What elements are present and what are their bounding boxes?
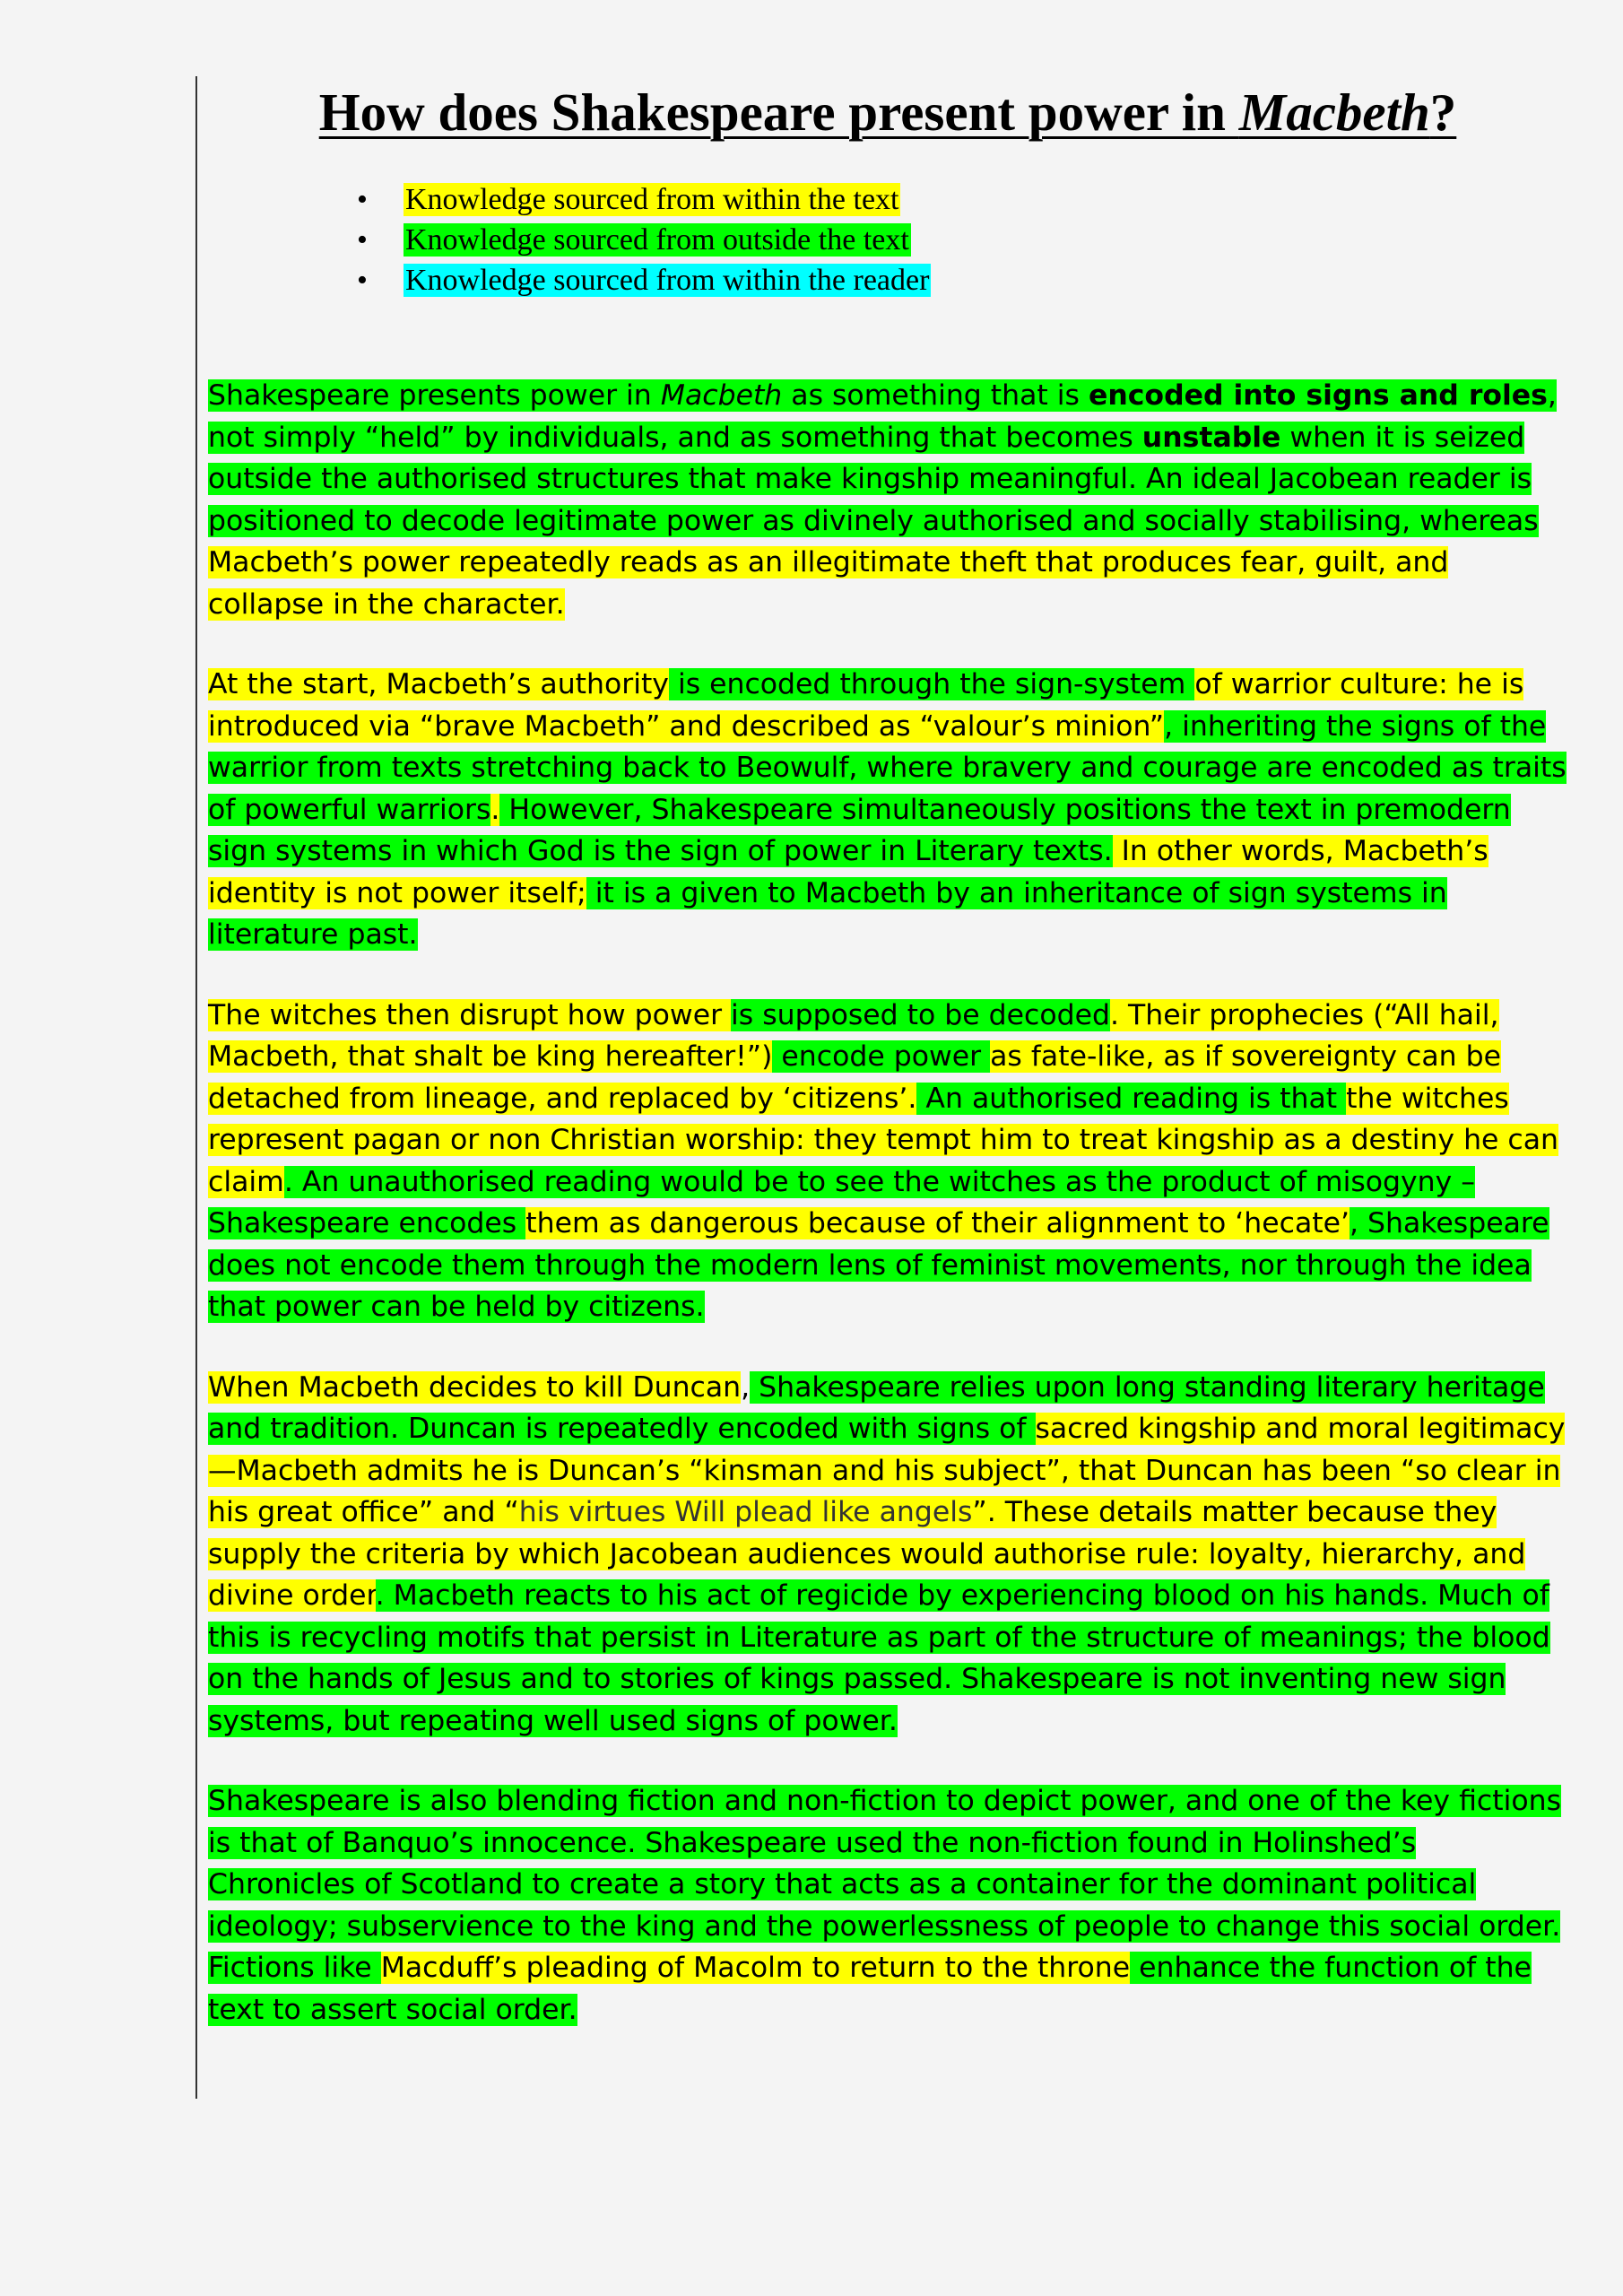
paragraph-4: When Macbeth decides to kill Duncan, Shakespeare relies upon long standing literary heritage and tradition. Duncan is repeatedly encoded with signs of sacred kingship and moral legitimacy—Macbeth admits he is Duncan’s “kinsman and his subject”, that Duncan has been “so clear in his great office” and “his virtues Will plead like angels”. These details matter because they supply the criteria by which Jacobean audiences would authorise rule: loyalty, hierarchy, and divine order. Macbeth reacts to his act of regicide by experiencing blood on his hands. Much of this is recycling motifs that persist in Literature as part of the structure of meanings; the blood on the hands of Jesus and to stories of kings passed. Shakespeare is not inventing new sign systems, but repeating well used signs of power. [208,1370,1566,1737]
bullet-icon: • [357,223,368,257]
legend-item: • Knowledge sourced from within the reader [350,260,931,300]
bullet-icon: • [357,264,368,297]
paragraph-3: The witches then disrupt how power is supposed to be decoded. Their prophecies (“All hail, Macbeth, that shalt be king hereafter!”) encode power as fate-like, as if sovereignty can be detached from lineage, and replaced by ‘citizens’. An authorised reading is that the witches represent pagan or non Christian worship: they tempt him to treat kingship as a destiny he can claim. An unauthorised reading would be to see the witches as the product of misogyny – Shakespeare encodes them as dangerous because of their alignment to ‘hecate’, Shakespeare does not encode them through the modern lens of feminist movements, nor through the idea that power can be held by citizens. [208,998,1559,1323]
paragraph-2: At the start, Macbeth’s authority is encoded through the sign-system of warrior culture: he is introduced via “brave Macbeth” and described as “valour’s minion”, inheriting the signs of the warrior from texts stretching back to Beowulf, where bravery and courage are encoded as traits of powerful warriors. However, Shakespeare simultaneously positions the text in premodern sign systems in which God is the sign of power in Literary texts. In other words, Macbeth’s identity is not power itself; it is a given to Macbeth by an inheritance of sign systems in literature past. [208,668,1567,951]
title-end: ? [1429,83,1457,142]
essay-body [208,375,1567,2069]
title-emphasis: Macbeth [1238,83,1430,142]
page-title [206,76,1569,148]
legend-list [350,179,931,300]
legend-item: • Knowledge sourced from outside the text [350,220,931,260]
legend-item: • Knowledge sourced from within the text [350,179,931,220]
paragraph-5: Shakespeare is also blending fiction and non-fiction to depict power, and one of the key fictions is that of Banquo’s innocence. Shakespeare used the non-fiction found in Holinshed’s Chronicles of Scotland to create a story that acts as a container for the dominant political ideology; subservience to the king and the powerlessness of people to change this social order. Fictions like Macduff’s pleading of Macolm to return to the throne enhance the function of the text to assert social order. [208,1785,1561,2026]
paragraph-1: Shakespeare presents power in Macbeth as something that is encoded into signs and roles, not simply “held” by individuals, and as something that becomes unstable when it is seized outside the authorised structures that make kingship meaningful. An ideal Jacobean reader is positioned to decode legitimate power as divinely authorised and socially stabilising, whereas Macbeth’s power repeatedly reads as an illegitimate theft that produces fear, guilt, and collapse in the character. [208,379,1557,621]
title-text: How does Shakespeare present power in [318,83,1239,142]
margin-rule [195,76,197,2099]
bullet-icon: • [357,183,368,216]
